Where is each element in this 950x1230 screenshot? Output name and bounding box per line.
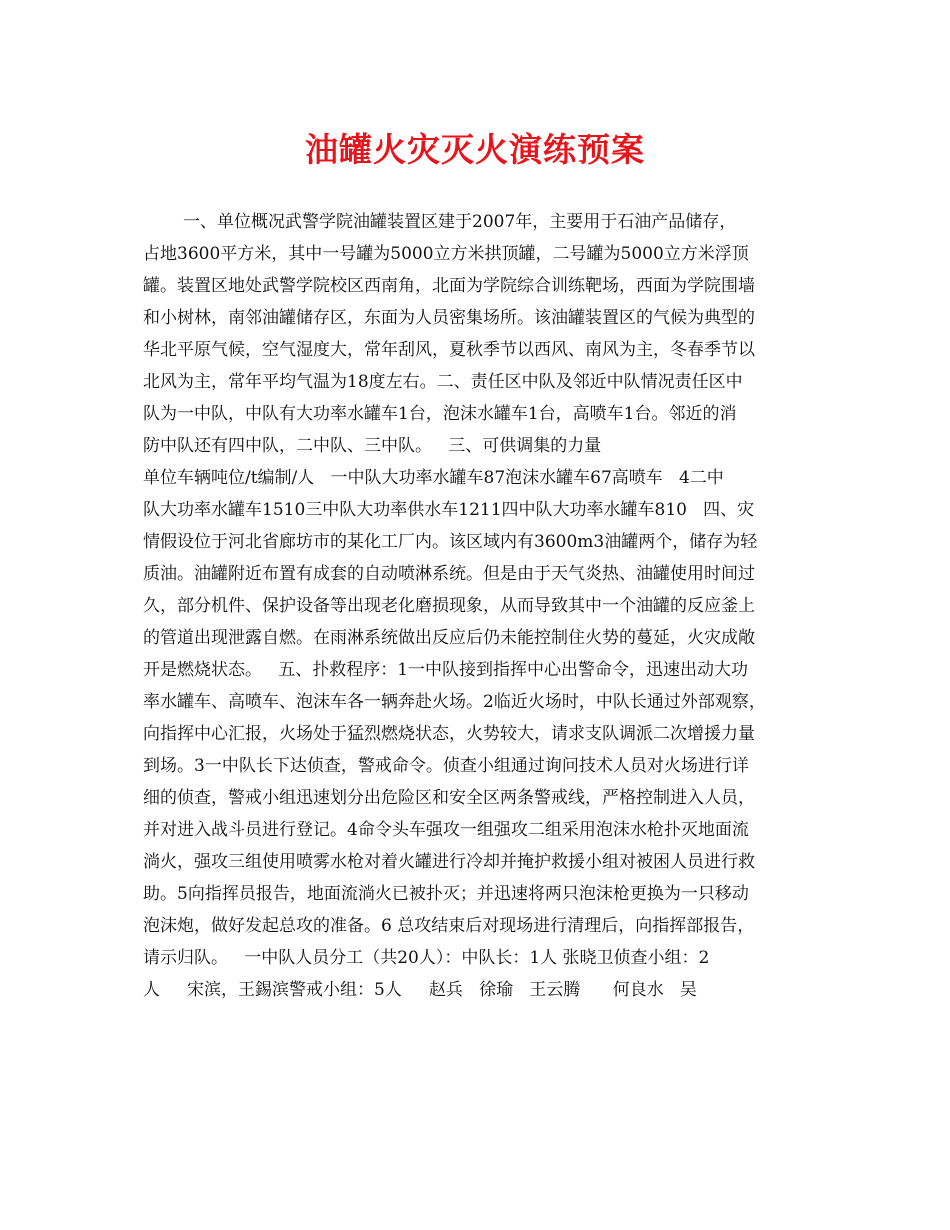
body-line: 淌火，强攻三组使用喷雾水枪对着火罐进行冷却并掩护救援小组对被困人员进行救 (143, 852, 755, 872)
body-line: 细的侦查，警戒小组迅速划分出危险区和安全区两条警戒线，严格控制进入人员， (143, 788, 755, 808)
body-line: 单位车辆吨位/t编制/人 一中队大功率水罐车87泡沫水罐车67高喷车 4二中 (143, 468, 724, 488)
body-line: 助。5向指挥员报告，地面流淌火已被扑灭；并迅速将两只泡沫枪更换为一只移动 (143, 884, 749, 904)
body-line: 并对进入战斗员进行登记。4命令头车强攻一组强攻二组采用泡沫水枪扑灭地面流 (143, 820, 749, 840)
body-line: 队大功率水罐车1510三中队大功率供水车1211四中队大功率水罐车810 四、灾 (143, 500, 755, 520)
body-line: 占地3600平方米，其中一号罐为5000立方米拱顶罐，二号罐为5000立方米浮顶 (143, 244, 749, 264)
body-line: 北风为主，常年平均气温为18度左右。二、责任区中队及邻近中队情况责任区中 (143, 372, 743, 392)
body-line: 请示归队。 一中队人员分工（共20人）：中队长：1人 张晓卫侦查小组：2 (143, 948, 710, 968)
body-line: 率水罐车、高喷车、泡沫车各一辆奔赴火场。2临近火场时，中队长通过外部观察， (143, 692, 766, 712)
body-line: 的管道出现泄露自燃。在雨淋系统做出反应后仍未能控制住火势的蔓延，火灾成敞 (143, 628, 755, 648)
body-line: 情假设位于河北省廊坊市的某化工厂内。该区域内有3600m3油罐两个，储存为轻 (143, 532, 758, 552)
body-line: 华北平原气候，空气湿度大，常年刮风，夏秋季节以西风、南风为主，冬春季节以 (143, 340, 755, 360)
body-line: 泡沫炮，做好发起总攻的准备。6 总攻结束后对现场进行清理后，向指挥部报告， (143, 916, 755, 936)
body-line: 到场。3一中队长下达侦查，警戒命令。侦查小组通过询问技术人员对火场进行详 (143, 756, 749, 776)
body-line: 和小树林，南邻油罐储存区，东面为人员密集场所。该油罐装置区的气候为典型的 (143, 308, 755, 328)
body-line: 向指挥中心汇报，火场处于猛烈燃烧状态，火势较大，请求支队调派二次增援力量 (143, 724, 755, 744)
body-line: 队为一中队，中队有大功率水罐车1台，泡沫水罐车1台，高喷车1台。邻近的消 (143, 404, 737, 424)
body-line: 久，部分机件、保护设备等出现老化磨损现象，从而导致其中一个油罐的反应釜上 (143, 596, 755, 616)
body-line: 质油。油罐附近布置有成套的自动喷淋系统。但是由于天气炎热、油罐使用时间过 (143, 564, 755, 584)
body-line: 罐。装置区地处武警学院校区西南角，北面为学院综合训练靶场，西面为学院围墙 (143, 276, 755, 296)
body-line: 人 宋滨，王錫滨警戒小组：5人 赵兵 徐瑜 王云腾 何良水 吴 (143, 980, 697, 1000)
document-title: 油罐火灾灭火演练预案 (305, 130, 645, 169)
body-line: 防中队还有四中队，二中队、三中队。 三、可供调集的力量 (143, 436, 602, 456)
document-body (143, 206, 823, 1006)
body-line: 一、单位概况武警学院油罐装置区建于2007年，主要用于石油产品储存， (183, 212, 737, 232)
body-line: 开是燃烧状态。 五、扑救程序：1一中队接到指挥中心出警命令，迅速出动大功 (143, 660, 749, 680)
